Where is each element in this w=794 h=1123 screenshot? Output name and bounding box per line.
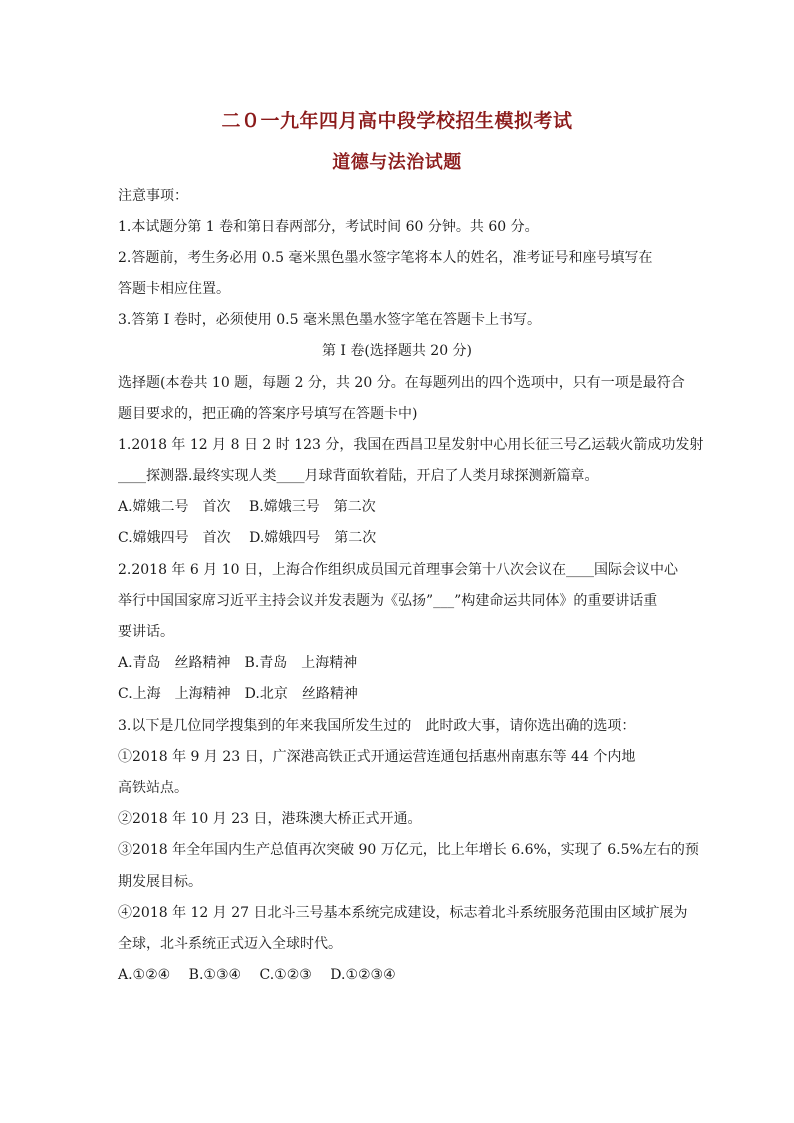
question-2-options-cd: C.上海 上海精神 D.北京 丝路精神 — [118, 686, 358, 702]
question-2-stem-cont: 举行中国国家席习近平主持会议并发表题为《弘扬”___”构建命运共同体》的重要讲话重 — [118, 593, 658, 609]
section-instructions-cont: 题目要求的，把正确的答案序号填写在答题卡中) — [118, 406, 418, 422]
question-3-stem: 3.以下是几位同学搜集到的年来我国所发生过的 此时政大事，请你选出确的选项： — [118, 718, 636, 734]
question-3-item-3-cont: 期发展目标。 — [118, 874, 202, 890]
question-1-options-cd: C.嫦娥四号 首次 D.嫦娥四号 第二次 — [118, 530, 377, 546]
question-3-item-2: ②2018 年 10 月 23 日，港珠澳大桥正式开通。 — [118, 811, 422, 827]
section-heading: 第 I 卷(选择题共 20 分) — [321, 343, 473, 359]
notice-heading: 注意事项： — [118, 188, 188, 204]
question-2-stem-end: 要讲话。 — [118, 624, 174, 640]
question-3-item-4: ④2018 年 12 月 27 日北斗三号基本系统完成建设，标志着北斗系统服务范围由区域扩展为 — [118, 905, 688, 921]
notice-item-2-cont: 答题卡相应住置。 — [118, 281, 230, 297]
exam-subtitle: 道德与法治试题 — [332, 152, 462, 173]
question-3-item-1-cont: 高铁站点。 — [118, 780, 188, 796]
question-1-stem: 1.2018 年 12 月 8 日 2 时 123 分，我国在西昌卫星发射中心用长征三号乙运载火箭成功发射 — [118, 437, 704, 453]
question-2-options-ab: A.青岛 丝路精神 B.青岛 上海精神 — [118, 655, 358, 671]
notice-item-3: 3.答第 I 卷时，必须使用 0.5 毫米黑色墨水签字笔在答题卡上书写。 — [118, 312, 541, 328]
notice-item-1: 1.本试题分第 1 卷和第日春两部分，考试时间 60 分钟。共 60 分。 — [118, 219, 539, 235]
notice-item-2: 2.答题前，考生务必用 0.5 毫米黑色墨水签字笔将本人的姓名，准考证号和座号填写在 — [118, 250, 653, 266]
question-3-item-3: ③2018 年全年国内生产总值再次突破 90 万亿元，比上年增长 6.6%，实现了 6.5%左右的预 — [118, 842, 699, 858]
question-3-options: A.①②④ B.①③④ C.①②③ D.①②③④ — [118, 967, 396, 983]
section-instructions: 选择题(本卷共 10 题，每题 2 分，共 20 分。在每题列出的四个选项中，只有一项是最符合 — [118, 375, 685, 391]
exam-title: 二０一九年四月高中段学校招生模拟考试 — [221, 110, 573, 132]
question-1-options-ab: A.嫦娥二号 首次 B.嫦娥三号 第二次 — [118, 499, 376, 515]
question-2-stem: 2.2018 年 6 月 10 日，上海合作组织成员国元首理事会第十八次会议在____国际会议中心 — [118, 562, 678, 578]
question-1-stem-cont: ____探测器.最终实现人类____月球背面软着陆，开启了人类月球探测新篇章。 — [118, 468, 599, 484]
question-3-item-4-cont: 全球，北斗系统正式迈入全球时代。 — [118, 936, 342, 952]
question-3-item-1: ①2018 年 9 月 23 日，广深港高铁正式开通运营连通包括惠州南惠东等 44 个内地 — [118, 749, 636, 765]
